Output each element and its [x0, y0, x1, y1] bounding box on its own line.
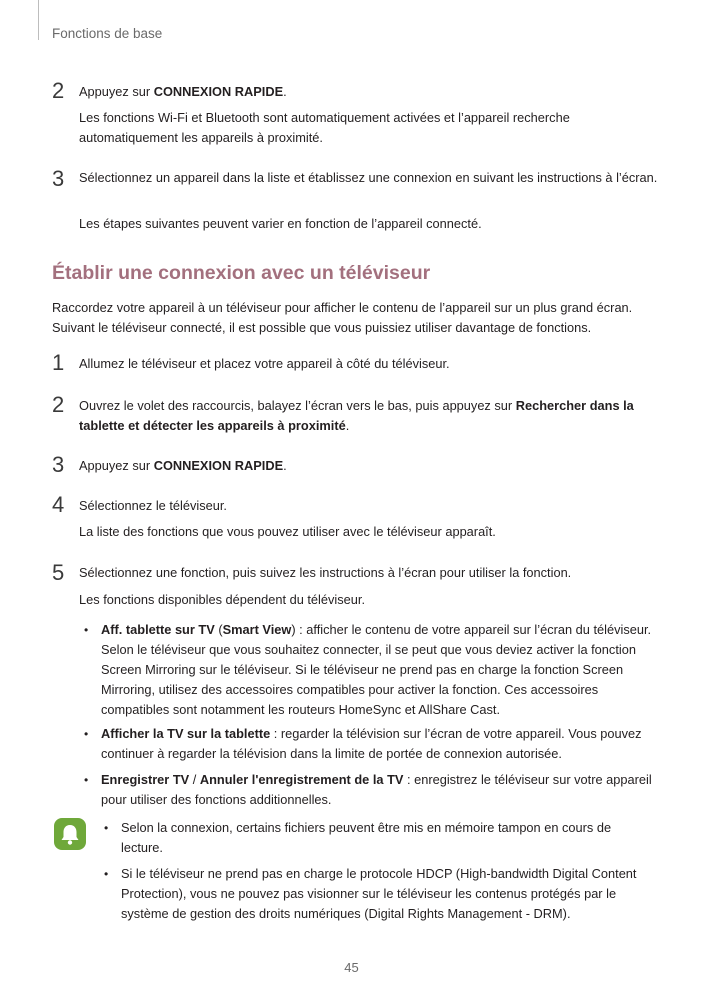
- page-header: Fonctions de base: [52, 26, 163, 41]
- step-text: Sélectionnez un appareil dans la liste et établissez une connexion en suivant les instructions à l’écran.: [79, 170, 658, 185]
- step-number: 3: [52, 166, 65, 191]
- step-text: Sélectionnez une fonction, puis suivez les instructions à l’écran pour utiliser la fonction.: [79, 565, 572, 580]
- bullet-dot: •: [84, 727, 89, 741]
- bullet-dot: •: [104, 867, 109, 881]
- bullet-item: Aff. tablette sur TV (Smart View) : afficher le contenu de votre appareil sur l’écran du téléviseur. Selon le téléviseur que vous souhaitez connecter, il se peut que vous deviez activer la fonction Screen Mirroring sur le téléviseur. Si le téléviseur ne prend pas en charge la fonction Screen Mirroring, utilisez des accessoires compatibles pour activer la fonction. Ces accessoires compatibles sont notamment les routeurs HomeSync et AllShare Cast.: [101, 622, 652, 717]
- bullet-dot: •: [84, 623, 89, 637]
- section-intro: Raccordez votre appareil à un téléviseur pour afficher le contenu de l’appareil sur un plus grand écran. Suivant le téléviseur connecté, il est possible que vous puissiez utiliser davantage de fonctions.: [52, 300, 633, 335]
- step-text: Allumez le téléviseur et placez votre appareil à côté du téléviseur.: [79, 356, 450, 371]
- step-number: 5: [52, 560, 65, 585]
- step-note: La liste des fonctions que vous pouvez utiliser avec le téléviseur apparaît.: [79, 524, 496, 539]
- section-title: Établir une connexion avec un téléviseur: [52, 262, 431, 284]
- step-number: 2: [52, 78, 65, 103]
- step-note: Les étapes suivantes peuvent varier en fonction de l’appareil connecté.: [79, 216, 482, 231]
- bullet-item: Enregistrer TV / Annuler l'enregistrement de la TV : enregistrez le téléviseur sur votre appareil pour utiliser des fonctions additionnelles.: [101, 772, 652, 807]
- step-number: 2: [52, 392, 65, 417]
- bullet-item: Afficher la TV sur la tablette : regarder la télévision sur l’écran de votre appareil. Vous pouvez continuer à regarder la télévision dans la limite de portée de connexion autorisée.: [101, 726, 642, 761]
- step-text: Sélectionnez le téléviseur.: [79, 498, 227, 513]
- step-text: Appuyez sur CONNEXION RAPIDE.: [79, 458, 287, 473]
- step-number: 4: [52, 492, 65, 517]
- note-item: Si le téléviseur ne prend pas en charge le protocole HDCP (High-bandwidth Digital Content Protection), vous ne pouvez pas visionner sur le téléviseur les contenus protégés par le système de gestion des droits numériques (Digital Rights Management - DRM).: [121, 866, 637, 921]
- bullet-dot: •: [104, 821, 109, 835]
- bell-icon: [54, 818, 86, 850]
- note-item: Selon la connexion, certains fichiers peuvent être mis en mémoire tampon en cours de lecture.: [121, 820, 612, 855]
- step-text: Appuyez sur CONNEXION RAPIDE.: [79, 84, 287, 99]
- step-note: Les fonctions disponibles dépendent du téléviseur.: [79, 592, 365, 607]
- header-divider: [38, 0, 39, 40]
- page-number: 45: [344, 960, 359, 975]
- step-number: 3: [52, 452, 65, 477]
- step-note: Les fonctions Wi-Fi et Bluetooth sont automatiquement activées et l’appareil recherche automatiquement les appareils à proximité.: [79, 110, 570, 145]
- step-text: Ouvrez le volet des raccourcis, balayez l’écran vers le bas, puis appuyez sur Rechercher dans la tablette et détecter les appareils à proximité.: [79, 398, 634, 433]
- bullet-dot: •: [84, 773, 89, 787]
- step-number: 1: [52, 350, 65, 375]
